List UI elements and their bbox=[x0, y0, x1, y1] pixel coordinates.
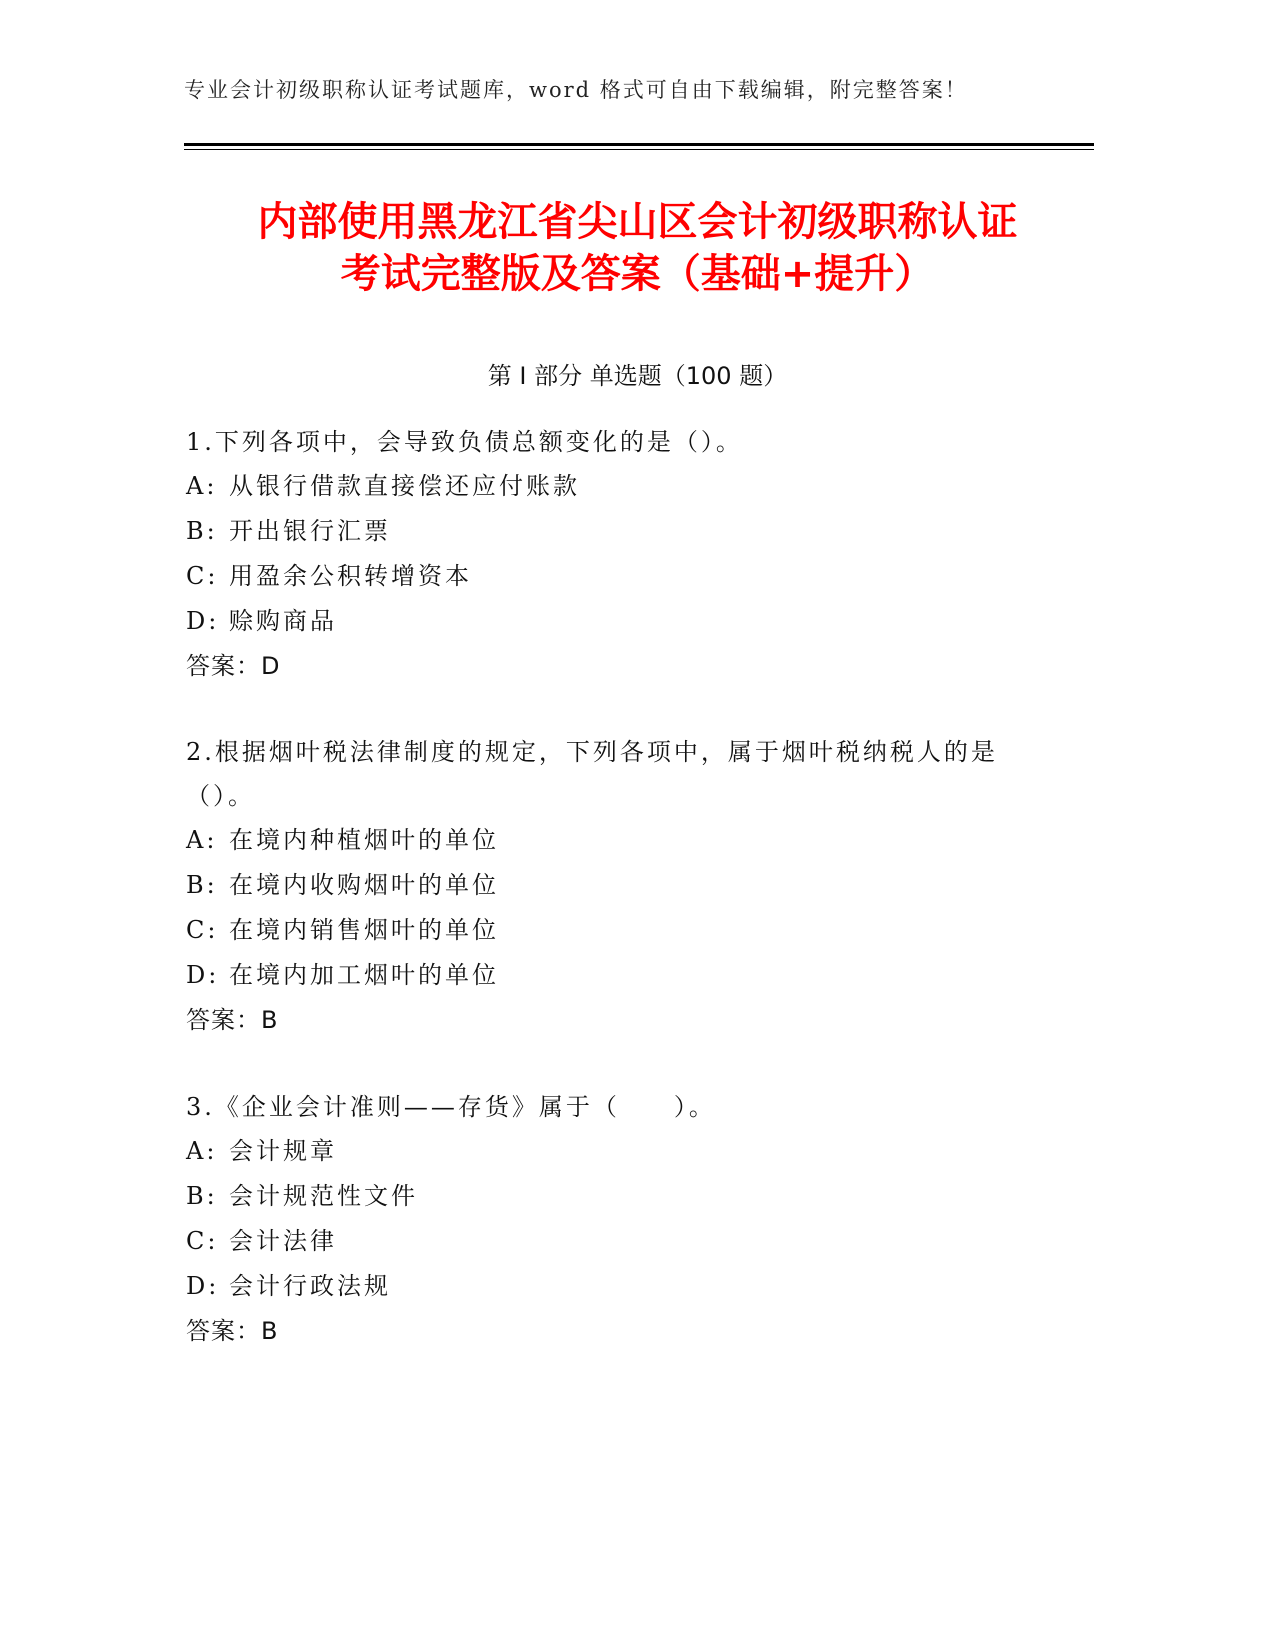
option-key: C: bbox=[186, 1227, 219, 1255]
option-key: C: bbox=[186, 562, 219, 590]
option-text: 开出银行汇票 bbox=[229, 517, 391, 545]
header-rule-thick bbox=[184, 143, 1094, 146]
option-text: 会计规范性文件 bbox=[229, 1182, 418, 1210]
option-text: 赊购商品 bbox=[229, 607, 337, 635]
option-key: A: bbox=[186, 1137, 218, 1165]
option-a bbox=[186, 818, 1036, 863]
option-text: 在境内加工烟叶的单位 bbox=[229, 961, 499, 989]
option-text: 会计行政法规 bbox=[229, 1272, 391, 1300]
option-b bbox=[186, 863, 1036, 908]
question-2 bbox=[186, 730, 1036, 1043]
option-text: 从银行借款直接偿还应付账款 bbox=[229, 472, 580, 500]
document-title bbox=[100, 196, 1175, 300]
option-c bbox=[186, 908, 1036, 953]
option-text: 用盈余公积转增资本 bbox=[229, 562, 472, 590]
header-note: 专业会计初级职称认证考试题库，word 格式可自由下载编辑，附完整答案！ bbox=[184, 78, 968, 102]
title-line-2: 考试完整版及答案（基础+提升） bbox=[340, 251, 935, 297]
option-text: 会计法律 bbox=[229, 1227, 337, 1255]
question-1 bbox=[186, 420, 1066, 689]
section-heading: 第 I 部分 单选题（100 题） bbox=[487, 362, 788, 390]
option-d bbox=[186, 1264, 1066, 1309]
header-rule-thin bbox=[184, 149, 1094, 150]
question-stem: 1.下列各项中，会导致负债总额变化的是（）。 bbox=[186, 428, 743, 456]
answer-line: 答案：B bbox=[186, 1317, 279, 1345]
option-key: D: bbox=[186, 1272, 220, 1300]
option-text: 在境内种植烟叶的单位 bbox=[229, 826, 499, 854]
question-stem: 3.《企业会计准则——存货》属于（ ）。 bbox=[186, 1093, 716, 1121]
option-key: B: bbox=[186, 517, 218, 545]
answer-line: 答案：B bbox=[186, 1006, 279, 1034]
option-key: D: bbox=[186, 607, 220, 635]
question-3 bbox=[186, 1085, 1066, 1354]
option-c bbox=[186, 554, 1066, 599]
option-text: 在境内销售烟叶的单位 bbox=[229, 916, 499, 944]
question-stem: 2.根据烟叶税法律制度的规定，下列各项中，属于烟叶税纳税人的是（）。 bbox=[186, 738, 998, 810]
title-line-1: 内部使用黑龙江省尖山区会计初级职称认证 bbox=[257, 199, 1018, 245]
option-c bbox=[186, 1219, 1066, 1264]
option-a bbox=[186, 1129, 1066, 1174]
option-key: B: bbox=[186, 871, 218, 899]
option-b bbox=[186, 1174, 1066, 1219]
option-key: A: bbox=[186, 826, 218, 854]
option-text: 会计规章 bbox=[229, 1137, 337, 1165]
option-key: D: bbox=[186, 961, 220, 989]
option-key: A: bbox=[186, 472, 218, 500]
option-key: B: bbox=[186, 1182, 218, 1210]
option-d bbox=[186, 953, 1036, 998]
option-text: 在境内收购烟叶的单位 bbox=[229, 871, 499, 899]
option-key: C: bbox=[186, 916, 219, 944]
option-b bbox=[186, 509, 1066, 554]
answer-line: 答案：D bbox=[186, 652, 281, 680]
option-d bbox=[186, 599, 1066, 644]
option-a bbox=[186, 464, 1066, 509]
